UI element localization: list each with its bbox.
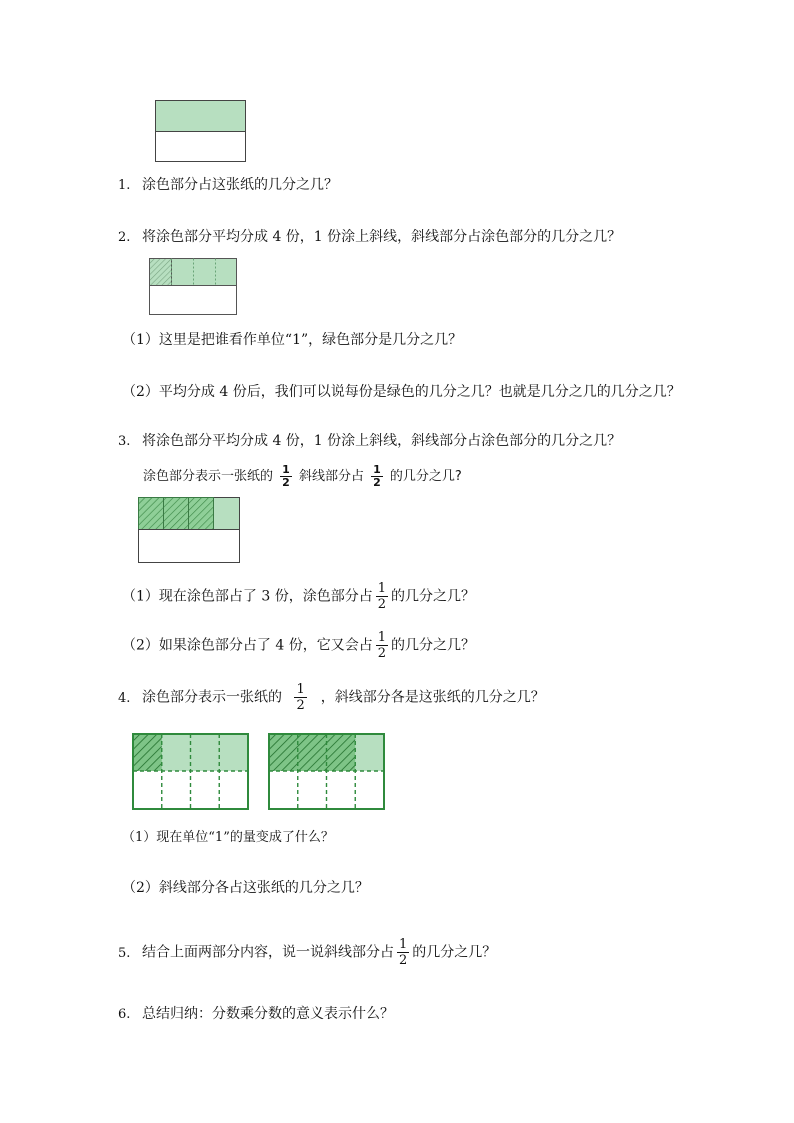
question-number: 1.	[118, 178, 131, 193]
question-6	[118, 1005, 394, 1024]
question-text: 将涂色部分平均分成 4 份，1 份涂上斜线，斜线部分占涂色部分的几分之几？	[142, 433, 622, 449]
figure-grid-one-hatched	[132, 733, 250, 811]
question-3-sub-1: （1）现在涂色部占了 3 份，涂色部分占 $\frac{1}{2}$ 的几分之几？	[122, 581, 475, 612]
question-4-sub-1: （1）现在单位“1”的量变成了什么？	[122, 830, 334, 845]
question-1	[118, 176, 338, 195]
question-4-sub-2: （2）斜线部分各占这张纸的几分之几？	[122, 880, 369, 896]
question-number: 5.	[118, 945, 131, 961]
fraction-half: $\frac{1}{2}$	[377, 630, 386, 661]
question-3-hint: 涂色部分表示一张纸的 $\frac{1}{2}$ 斜线部分占 $\frac{1}{2}$ 的几分之几?	[143, 463, 462, 489]
fraction-half: $\frac{1}{2}$	[296, 682, 305, 713]
fraction-half: $\frac{1}{2}$	[282, 463, 290, 489]
fraction-half: $\frac{1}{2}$	[373, 463, 381, 489]
question-3-sub-2: （2）如果涂色部分占了 4 份，它又会占 $\frac{1}{2}$ 的几分之几？	[122, 630, 475, 661]
question-number: 4.	[118, 690, 131, 706]
figure-grid-three-hatched	[268, 733, 386, 811]
question-text: 将涂色部分平均分成 4 份，1 份涂上斜线，斜线部分占涂色部分的几分之几？	[142, 229, 622, 245]
figure-rectangle-quartered	[149, 258, 239, 316]
question-number: 2.	[118, 230, 131, 245]
question-text: 涂色部分占这张纸的几分之几？	[142, 177, 338, 193]
question-number: 3.	[118, 434, 131, 449]
fraction-half: $\frac{1}{2}$	[399, 937, 408, 968]
question-text: 总结归纳：分数乘分数的意义表示什么？	[142, 1006, 394, 1022]
figure-rectangle-three-hatched	[138, 497, 242, 564]
question-number: 6.	[118, 1007, 131, 1022]
figure-rectangle-half-shaded	[155, 100, 247, 163]
question-2	[118, 228, 621, 247]
question-2-sub-2: （2）平均分成 4 份后，我们可以说每份是绿色的几分之几？也就是几分之几的几分之几？	[122, 384, 681, 400]
question-5: 5. 结合上面两部分内容，说一说斜线部分占 $\frac{1}{2}$ 的几分之几？	[118, 937, 497, 968]
question-4: 4. 涂色部分表示一张纸的 $\frac{1}{2}$ ，斜线部分各是这张纸的几分之几？	[118, 682, 545, 713]
question-2-sub-1: （1）这里是把谁看作单位“1”，绿色部分是几分之几？	[122, 332, 463, 348]
fraction-half: $\frac{1}{2}$	[377, 581, 386, 612]
question-3	[118, 432, 621, 451]
